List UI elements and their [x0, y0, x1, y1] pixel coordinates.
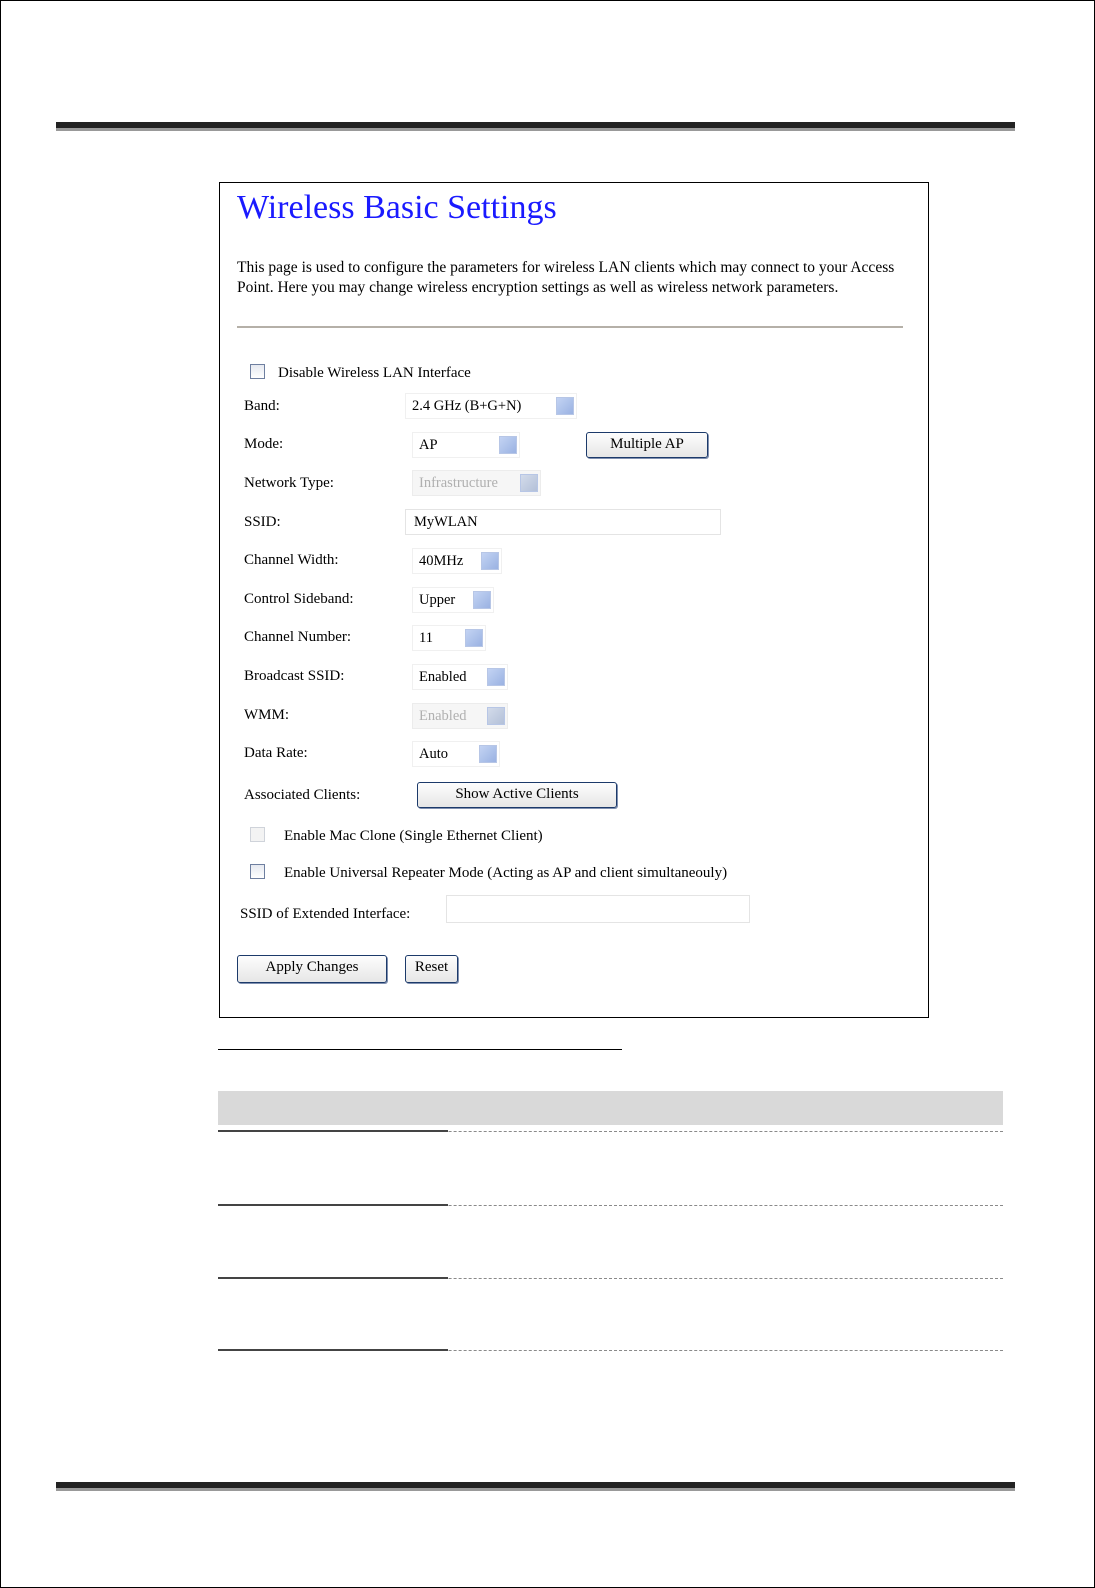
mode-dropdown-arrow-icon [499, 436, 517, 454]
channel-number-value: 11 [419, 630, 433, 646]
wmm-dropdown-arrow-icon [487, 707, 505, 725]
control-sideband-select[interactable] [412, 587, 494, 613]
show-active-clients-button[interactable]: Show Active Clients [417, 782, 617, 808]
ssid-label: SSID: [244, 514, 281, 530]
caption-underline [218, 1049, 622, 1050]
table-row-divider [218, 1131, 1003, 1132]
table-row-divider [218, 1205, 1003, 1206]
data-rate-label: Data Rate: [244, 745, 308, 761]
extended-ssid-input[interactable] [446, 895, 750, 923]
extended-ssid-label: SSID of Extended Interface: [240, 906, 411, 922]
channel-width-dropdown-arrow-icon [481, 552, 499, 570]
associated-clients-label: Associated Clients: [244, 787, 361, 803]
band-dropdown-arrow-icon [556, 397, 574, 415]
disable-wlan-label: Disable Wireless LAN Interface [278, 365, 471, 381]
data-rate-select[interactable] [412, 741, 500, 767]
page-title: Wireless Basic Settings [237, 189, 557, 226]
broadcast-ssid-select[interactable] [412, 664, 508, 690]
network-type-select [412, 470, 541, 496]
control-sideband-label: Control Sideband: [244, 591, 354, 607]
repeater-label: Enable Universal Repeater Mode (Acting as AP and client simultaneouly) [284, 865, 728, 881]
broadcast-ssid-dropdown-arrow-icon [487, 668, 505, 686]
network-type-label: Network Type: [244, 475, 334, 491]
channel-width-label: Channel Width: [244, 552, 339, 568]
reset-button[interactable]: Reset [405, 955, 458, 983]
control-sideband-value: Upper [419, 592, 456, 608]
wmm-label: WMM: [244, 707, 289, 723]
broadcast-ssid-value: Enabled [419, 669, 467, 685]
multiple-ap-button[interactable]: Multiple AP [586, 432, 708, 458]
separator [237, 326, 903, 328]
table-header [218, 1091, 1003, 1125]
mac-clone-checkbox [250, 827, 265, 842]
wmm-value: Enabled [419, 708, 467, 724]
ssid-input[interactable]: MyWLAN [405, 509, 721, 535]
disable-wlan-checkbox[interactable] [250, 364, 265, 379]
header-rule [56, 122, 1015, 131]
wmm-select [412, 703, 508, 729]
channel-width-select[interactable] [412, 548, 502, 574]
band-label: Band: [244, 398, 280, 414]
channel-width-value: 40MHz [419, 553, 464, 569]
mode-value: AP [419, 437, 438, 453]
table-row-divider [218, 1278, 1003, 1279]
mode-label: Mode: [244, 436, 284, 452]
mode-select[interactable] [412, 432, 520, 458]
data-rate-value: Auto [419, 746, 448, 762]
network-type-dropdown-arrow-icon [520, 474, 538, 492]
band-value: 2.4 GHz (B+G+N) [412, 398, 522, 414]
channel-number-label: Channel Number: [244, 629, 352, 645]
mac-clone-label: Enable Mac Clone (Single Ethernet Client) [284, 828, 543, 844]
page-description: This page is used to configure the parameters for wireless LAN clients which may connect to your Access Point. Here you may change wireless encryption settings as well as wireless network parameters. [237, 259, 895, 296]
broadcast-ssid-label: Broadcast SSID: [244, 668, 345, 684]
network-type-value: Infrastructure [419, 475, 498, 491]
wireless-basic-settings-panel [219, 182, 929, 1018]
table-row-divider [218, 1350, 1003, 1351]
footer-rule [56, 1482, 1015, 1491]
band-select[interactable] [405, 393, 577, 419]
control-sideband-dropdown-arrow-icon [473, 591, 491, 609]
channel-number-select[interactable] [412, 625, 486, 651]
channel-number-dropdown-arrow-icon [465, 629, 483, 647]
repeater-checkbox[interactable] [250, 864, 265, 879]
apply-changes-button[interactable]: Apply Changes [237, 955, 387, 983]
data-rate-dropdown-arrow-icon [479, 745, 497, 763]
